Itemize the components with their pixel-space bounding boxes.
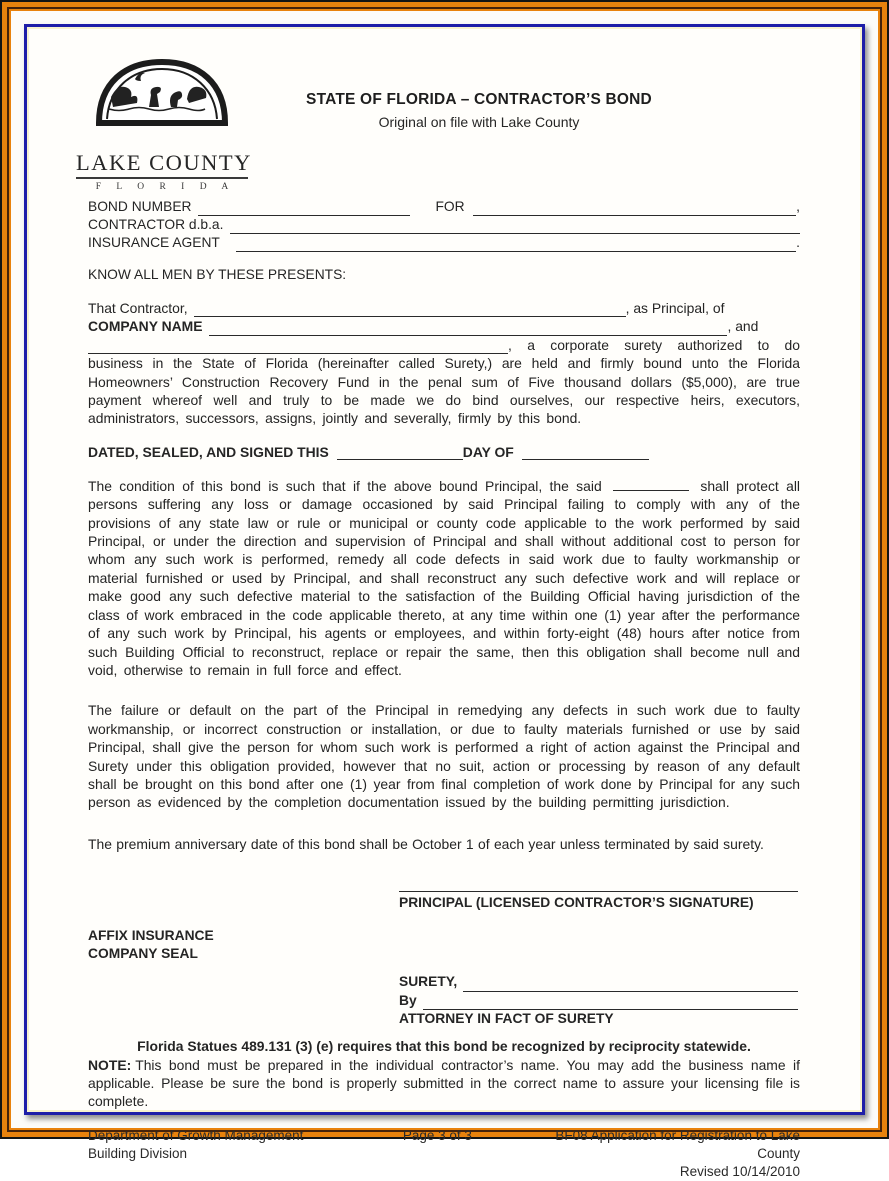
- presents-heading: KNOW ALL MEN BY THESE PRESENTS:: [88, 267, 347, 282]
- company-name-line: [88, 317, 800, 335]
- date-day-blank: [337, 446, 463, 460]
- by-label: By: [399, 992, 417, 1008]
- page-subtitle: Original on file with Lake County: [378, 114, 580, 130]
- company-name-blank: [209, 322, 727, 336]
- obligation-paragraph: [88, 299, 800, 428]
- insurance-agent-row: [88, 234, 800, 252]
- footer-revised-date: Revised 10/14/2010: [679, 1163, 800, 1179]
- form-rows: [88, 198, 800, 252]
- affix-seal-block: [88, 927, 800, 963]
- document-header: [76, 53, 800, 192]
- footer-department-line2: Building Division: [88, 1145, 188, 1161]
- surety-label: SURETY,: [399, 974, 458, 990]
- insurance-agent-blank: [236, 238, 796, 252]
- failure-default-paragraph: The failure or default on the part of the Principal in remedying any defects in such work due to faulty workmanship, or incorrect construction or installation, or due to faulty materials furnished or use by said Principal, shall give the person for whom such work is performed a right of action against the Principal and Surety under this obligation provided, however that no suit, action or processing by reason of any default shall be brought on this bond after one (1) year from final completion of work done by Principal for any such person as evidenced by the completion documentation issued by the building permitting jurisdiction.: [88, 702, 800, 811]
- for-label: FOR: [435, 199, 465, 214]
- bond-row-comma: ,: [796, 199, 800, 214]
- day-of-label: DAY OF: [462, 443, 514, 460]
- principal-signature-line: [399, 880, 798, 892]
- contractor-name-line: [88, 299, 800, 317]
- condition-paragraph: [88, 477, 800, 679]
- bond-number-blank: [198, 202, 410, 216]
- contractor-row: [88, 216, 800, 234]
- surety-signature-block: [399, 973, 798, 1029]
- contractor-label: CONTRACTOR d.b.a.: [88, 217, 224, 232]
- note-paragraph: [88, 1056, 800, 1111]
- corporate-surety-label: , a corporate surety authorized to do: [508, 336, 800, 353]
- note-text: This bond must be prepared in the individual contractor’s name. You may add the business name if applicable. Please be sure the bond is properly submitted in the correct name to assure your licensing file is complete.: [88, 1056, 800, 1110]
- attorney-in-fact-label: ATTORNEY IN FACT OF SURETY: [399, 1011, 614, 1027]
- lake-county-logo: [76, 53, 252, 192]
- insurance-row-period: .: [796, 235, 800, 250]
- logo-name: LAKE COUNTY: [76, 150, 248, 179]
- surety-name-blank: [88, 340, 508, 354]
- condition-text-pre: The condition of this bond is such that if the above bound Principal, the said: [88, 477, 602, 494]
- premium-anniversary-paragraph: The premium anniversary date of this bond shall be October 1 of each year unless terminated by said surety.: [88, 835, 764, 852]
- by-row: [399, 992, 798, 1011]
- surety-name-line: [88, 336, 800, 354]
- and-label: , and: [727, 318, 759, 335]
- surety-blank: [463, 978, 798, 992]
- footer-form-info: [510, 1127, 800, 1181]
- footer-page-number: Page 3 of 3: [402, 1127, 472, 1143]
- document-page: [24, 24, 865, 1179]
- statute-notice: Florida Statues 489.131 (3) (e) requires that this bond be recognized by reciprocity statewide.: [137, 1037, 751, 1054]
- bond-number-label: BOND NUMBER: [88, 199, 192, 214]
- bond-for-blank: [473, 202, 797, 216]
- bond-number-row: [88, 198, 800, 216]
- principal-signature-block: [399, 880, 798, 910]
- said-principal-blank: [613, 477, 689, 491]
- white-gap-frame: [11, 11, 878, 1179]
- brown-line-frame: [7, 7, 882, 1179]
- surety-row: [399, 973, 798, 992]
- footer-department-line1: Department of Growth Management: [88, 1127, 304, 1143]
- lake-county-emblem-icon: [87, 53, 237, 143]
- that-contractor-label: That Contractor,: [88, 300, 188, 316]
- contractor-blank: [230, 220, 800, 234]
- as-principal-label: , as Principal, of: [625, 300, 725, 316]
- title-block: [248, 53, 800, 130]
- note-label: NOTE:: [88, 1056, 132, 1073]
- page-footer: [88, 1127, 800, 1181]
- affix-seal-line1: AFFIX INSURANCE: [88, 928, 214, 944]
- company-name-label: COMPANY NAME: [88, 318, 203, 335]
- footer-department: [88, 1127, 365, 1181]
- obligation-body-text: business in the State of Florida (hereinafter called Surety,) are held and firmly bound unto the Florida Homeowners’ Construction Recovery Fund in the penal sum of Five thousand dollars ($5,000), are true payment whereof well and truly to be made we do bind ourselves, our respective heirs, executors, administrators, successors, assigns, jointly and severally, firmly by this bond.: [88, 355, 800, 427]
- date-month-blank: [522, 446, 649, 460]
- insurance-agent-label: INSURANCE AGENT: [88, 235, 220, 250]
- logo-subtext: F L O R I D A: [95, 182, 235, 192]
- by-blank: [423, 996, 798, 1010]
- principal-name-blank: [194, 303, 626, 317]
- dated-signed-line: [88, 444, 800, 460]
- footer-form-id: BF08 Application for Registration to Lake County: [555, 1127, 800, 1161]
- affix-seal-line2: COMPANY SEAL: [88, 946, 198, 962]
- dated-label: DATED, SEALED, AND SIGNED THIS: [88, 443, 329, 460]
- condition-text-post: shall protect all persons suffering any loss or damage occasioned by said Principal failing to comply with any of the provisions of any state law or rule or municipal or county code applicable to the work performed by said Principal, or under the direction and supervision of Principal and shall without additional cost to person for whom any such work is performed, remedy all code defects in said work due to faulty workmanship or material furnished or used by Principal, and shall reconstruct any such defective work and will replace or make good any such defective material to the satisfaction of the Building Official having jurisdiction of the class of work embraced in the code applicable thereto, at any time within one (1) year after the performance of any such work by Principal, his agents or employees, and within forty-eight (48) hours after notice from such Building Official to reconstruct, replace or repair the same, then this obligation shall become null and void, otherwise to remain in full force and effect.: [88, 477, 801, 678]
- page-title: STATE OF FLORIDA – CONTRACTOR’S BOND: [306, 91, 652, 108]
- principal-signature-label: PRINCIPAL (LICENSED CONTRACTOR’S SIGNATURE): [399, 895, 754, 911]
